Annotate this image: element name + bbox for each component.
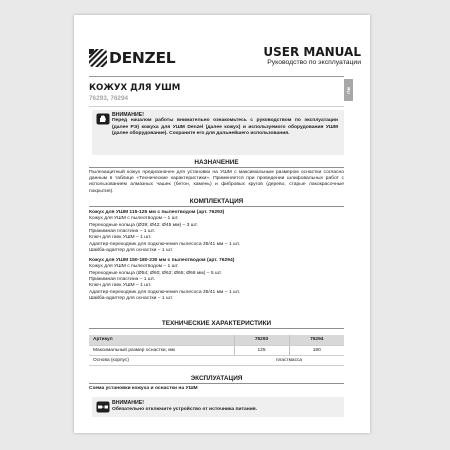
table-header-cell: 76294 [289, 335, 344, 345]
manual-subtitle: Руководство по эксплуатации [267, 59, 361, 66]
product-codes: 76293, 76294 [89, 95, 129, 102]
list-item: Адаптер-переходник для подключения пылесоса 35/41 мм – 1 шт. [89, 289, 241, 295]
brand-logo [89, 49, 175, 67]
title-divider [89, 106, 344, 107]
list-item: Адаптер-переходник для подключения пылесоса 35/41 мм – 1 шт. [89, 241, 241, 247]
unplug-warning-icon [96, 401, 110, 413]
table-cell: 125 [234, 345, 289, 355]
section-title-operation: ЭКСПЛУАТАЦИЯ [190, 375, 243, 382]
section-title-specs: ТЕХНИЧЕСКИЕ ХАРАКТЕРИСТИКИ [161, 320, 272, 327]
list-item: Переходные кольца (Ø54; Ø60; Ø62; Ø65; Ø68 мм) – 5 шт. [89, 270, 222, 276]
list-item: Прижимная пластина – 1 шт. [89, 229, 155, 235]
warning-top-body: Перед началом работы внимательно ознакомьтесь с руководством по эксплуатации (далее РЭ) кожуха для УШМ Denzel (далее кожух) и используемого оборудования УШМ (далее оборудование). Сохраните его для дальнейшего использования. [112, 118, 338, 136]
list-item: Шайба-адаптер для оснастки – 1 шт. [89, 296, 174, 302]
section-divider-purpose [89, 167, 344, 168]
list-item: Ключ для гаек УШМ – 1 шт. [89, 235, 152, 241]
product-title: КОЖУХ ДЛЯ УШМ [89, 83, 181, 93]
list-item: Ключ для гаек УШМ – 1 шт. [89, 283, 152, 289]
header-divider [89, 76, 344, 77]
warning-bottom-text: Обязательно отключите устройство от источника питания. [112, 407, 258, 412]
table-cell: пластмасса [234, 355, 344, 365]
section-title-kit: КОМПЛЕКТАЦИЯ [189, 198, 244, 205]
manual-title: USER MANUAL [263, 45, 361, 59]
table-cell: 180 [289, 345, 344, 355]
brand-name: DENZEL [109, 49, 176, 67]
warning-top-text [112, 112, 338, 137]
warning-bottom-title: ВНИМАНИЕ! [112, 400, 144, 406]
section-divider-specs [89, 328, 344, 329]
manual-page [74, 15, 370, 433]
warning-box-top [92, 110, 344, 155]
table-row [89, 345, 344, 355]
list-item: Кожух для УШМ с пылеотводом – 1 шт. [89, 216, 179, 222]
table-cell: Максимальный размер оснастки, мм [89, 345, 234, 355]
table-header-cell: 76293 [234, 335, 289, 345]
table-header-row [89, 335, 344, 345]
language-tab [344, 79, 353, 101]
section-title-purpose: НАЗНАЧЕНИЕ [194, 159, 239, 166]
kit-group-heading: Кожух для УШМ 115-125 мм с пылеотводом (арт. 76293) [89, 210, 225, 215]
list-item: Шайба-адаптер для оснастки – 1 шт. [89, 248, 174, 254]
denzel-chevron-logo-icon [89, 49, 107, 67]
table-cell: Основа (корпус) [89, 355, 234, 365]
language-tab-label: RU [346, 86, 351, 94]
table-header-cell: Артикул [89, 335, 234, 345]
section-divider-kit [89, 206, 344, 207]
kit-group-76294 [89, 258, 344, 302]
warning-box-bottom [92, 397, 344, 417]
specs-table [89, 335, 344, 366]
kit-group-76293 [89, 210, 344, 254]
section-divider-operation [89, 383, 344, 384]
warning-top-title: ВНИМАНИЕ! [112, 112, 144, 118]
list-item: Кожух для УШМ с пылеотводом – 1 шт. [89, 264, 179, 270]
kit-group-heading: Кожух для УШМ 150-180-230 мм с пылеотводом (арт. 76294) [89, 258, 235, 263]
hand-warning-icon [96, 113, 110, 125]
table-row [89, 355, 344, 365]
list-item: Переходные кольца (Ø39; Ø42; Ø45 мм) – 3 шт. [89, 222, 198, 228]
list-item: Прижимная пластина – 1 шт. [89, 277, 155, 283]
scheme-caption: Схема установки кожуха и оснастки на УШМ [89, 386, 198, 391]
purpose-text: Пылезащитный кожух предназначен для установки на УШМ с максимальным размером оснастки согласно данным в таблице «Технические характеристики». Применяется при проведении шлифовальных работ с использованием алмазных чашек (бетон, камень) и фибровых кругов (дерево, старые лакокрасочные покрытия). [89, 170, 344, 194]
